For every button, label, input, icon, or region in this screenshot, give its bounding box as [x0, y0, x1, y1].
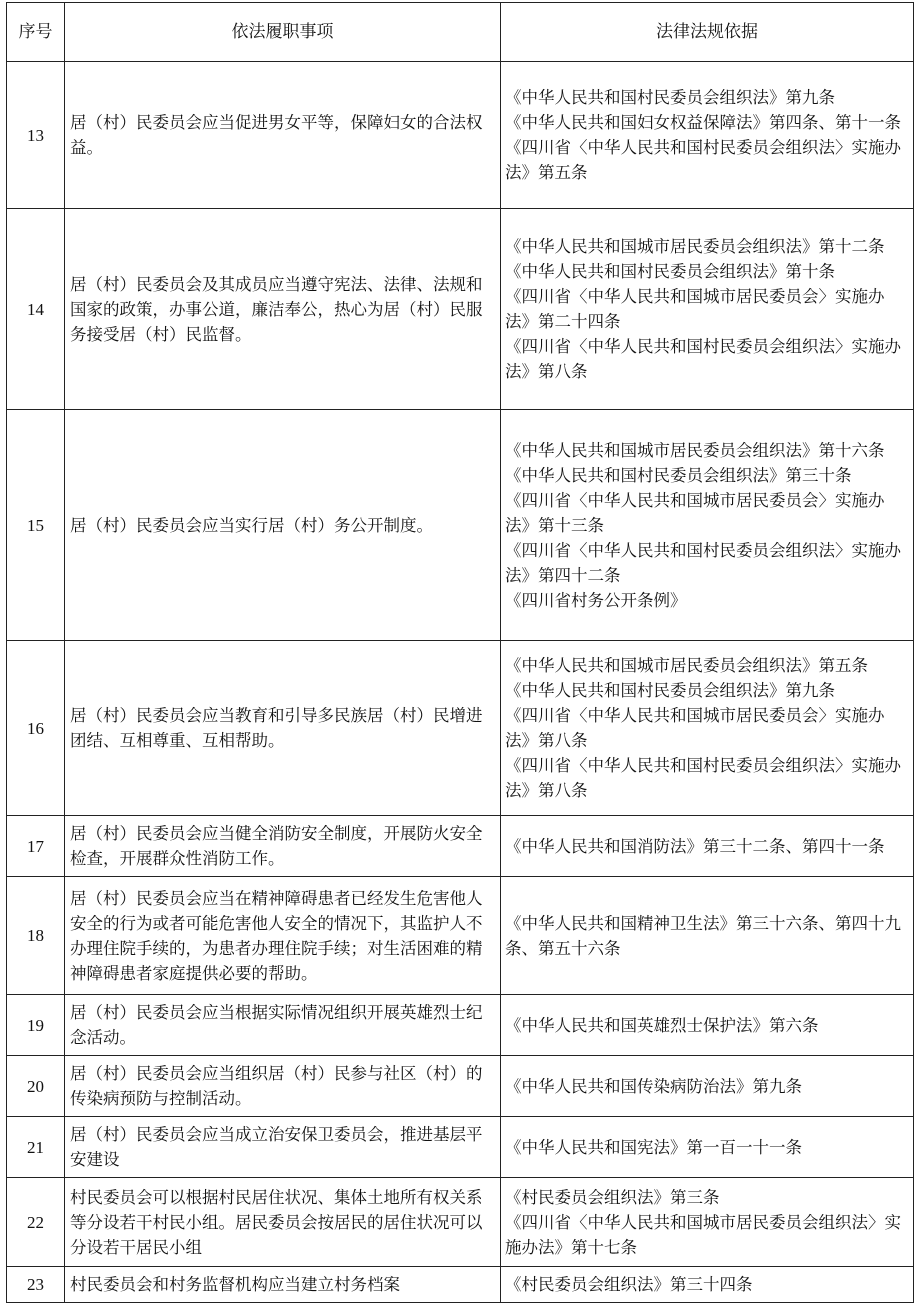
row-no: 23 [7, 1267, 65, 1303]
row-duty: 居（村）民委员会应当成立治安保卫委员会，推进基层平安建设 [65, 1117, 501, 1178]
law-ref: 《村民委员会组织法》第三十四条 [505, 1275, 753, 1294]
law-ref: 《中华人民共和国城市居民委员会组织法》第十六条 [505, 440, 885, 460]
law-ref: 《中华人民共和国村民委员会组织法》第三十条 [505, 465, 852, 485]
table-row [7, 641, 914, 816]
table-row [7, 209, 914, 410]
table-row [7, 1117, 914, 1178]
law-ref: 《中华人民共和国妇女权益保障法》第四条、第十一条 [505, 113, 901, 132]
row-duty: 村民委员会可以根据村民居住状况、集体土地所有权关系等分设若干村民小组。居民委员会按居民的居住状况可以分设若干居民小组 [65, 1178, 501, 1267]
row-duty: 村民委员会和村务监督机构应当建立村务档案 [65, 1267, 501, 1303]
law-ref: 《中华人民共和国村民委员会组织法》第十条 [505, 262, 835, 281]
row-duty: 居（村）民委员会及其成员应当遵守宪法、法律、法规和国家的政策，办事公道，廉洁奉公，热心为居（村）民服务接受居（村）民监督。 [65, 209, 501, 410]
law-ref: 《中华人民共和国城市居民委员会组织法》第十二条 [505, 237, 885, 256]
table-row [7, 1178, 914, 1267]
row-no: 14 [7, 209, 65, 410]
row-duty: 居（村）民委员会应当根据实际情况组织开展英雄烈士纪念活动。 [65, 995, 501, 1056]
header-no: 序号 [7, 3, 65, 62]
row-duty: 居（村）民委员会应当促进男女平等，保障妇女的合法权益。 [65, 62, 501, 209]
row-duty: 居（村）民委员会应当在精神障碍患者已经发生危害他人安全的行为或者可能危害他人安全的情况下，其监护人不办理住院手续的，为患者办理住院手续；对生活困难的精神障碍患者家庭提供必要的帮助。 [65, 877, 501, 995]
law-ref: 《中华人民共和国宪法》第一百一十一条 [505, 1137, 802, 1157]
row-laws [501, 1117, 914, 1178]
table-row [7, 877, 914, 995]
row-laws [501, 995, 914, 1056]
law-ref: 《四川省〈中华人民共和国城市居民委员会〉实施办法》第八条 [505, 706, 885, 750]
law-ref: 《四川省〈中华人民共和国村民委员会组织法〉实施办法》第五条 [505, 138, 901, 182]
row-duty: 居（村）民委员会应当健全消防安全制度，开展防火安全检查，开展群众性消防工作。 [65, 816, 501, 877]
header-duty: 依法履职事项 [65, 3, 501, 62]
row-no: 18 [7, 877, 65, 995]
row-no: 17 [7, 816, 65, 877]
law-ref: 《四川省村务公开条例》 [505, 590, 687, 610]
row-laws [501, 62, 914, 209]
row-no: 19 [7, 995, 65, 1056]
table-row [7, 816, 914, 877]
row-laws [501, 1056, 914, 1117]
table-row [7, 1267, 914, 1303]
table-row [7, 410, 914, 641]
law-ref: 《四川省〈中华人民共和国村民委员会组织法〉实施办法》第八条 [505, 337, 901, 381]
law-ref: 《中华人民共和国村民委员会组织法》第九条 [505, 681, 835, 700]
row-no: 16 [7, 641, 65, 816]
law-ref: 《中华人民共和国精神卫生法》第三十六条、第四十九条、第五十六条 [505, 913, 901, 958]
law-ref: 《四川省〈中华人民共和国村民委员会组织法〉实施办法》第八条 [505, 756, 901, 800]
row-laws [501, 209, 914, 410]
law-ref: 《中华人民共和国传染病防治法》第九条 [505, 1076, 802, 1096]
law-ref: 《中华人民共和国英雄烈士保护法》第六条 [505, 1015, 819, 1035]
table-row [7, 1056, 914, 1117]
header-row [7, 3, 914, 62]
row-no: 22 [7, 1178, 65, 1267]
row-no: 21 [7, 1117, 65, 1178]
duties-table [6, 2, 914, 1303]
law-ref: 《四川省〈中华人民共和国城市居民委员会组织法〉实施办法》第十七条 [505, 1212, 901, 1257]
law-ref: 《四川省〈中华人民共和国城市居民委员会〉实施办法》第十三条 [505, 490, 885, 535]
table-row [7, 995, 914, 1056]
law-ref: 《四川省〈中华人民共和国城市居民委员会〉实施办法》第二十四条 [505, 287, 885, 331]
row-laws [501, 877, 914, 995]
row-no: 13 [7, 62, 65, 209]
row-no: 15 [7, 410, 65, 641]
law-ref: 《村民委员会组织法》第三条 [505, 1187, 720, 1207]
row-duty: 居（村）民委员会应当实行居（村）务公开制度。 [65, 410, 501, 641]
row-laws [501, 1178, 914, 1267]
row-duty: 居（村）民委员会应当教育和引导多民族居（村）民增进团结、互相尊重、互相帮助。 [65, 641, 501, 816]
row-laws [501, 641, 914, 816]
row-laws [501, 816, 914, 877]
table-row [7, 62, 914, 209]
row-laws [501, 410, 914, 641]
row-laws [501, 1267, 914, 1303]
law-ref: 《中华人民共和国城市居民委员会组织法》第五条 [505, 656, 868, 675]
law-ref: 《四川省〈中华人民共和国村民委员会组织法〉实施办法》第四十二条 [505, 540, 901, 585]
row-duty: 居（村）民委员会应当组织居（村）民参与社区（村）的传染病预防与控制活动。 [65, 1056, 501, 1117]
header-law: 法律法规依据 [501, 3, 914, 62]
law-ref: 《中华人民共和国村民委员会组织法》第九条 [505, 88, 835, 107]
law-ref: 《中华人民共和国消防法》第三十二条、第四十一条 [505, 836, 885, 856]
row-no: 20 [7, 1056, 65, 1117]
